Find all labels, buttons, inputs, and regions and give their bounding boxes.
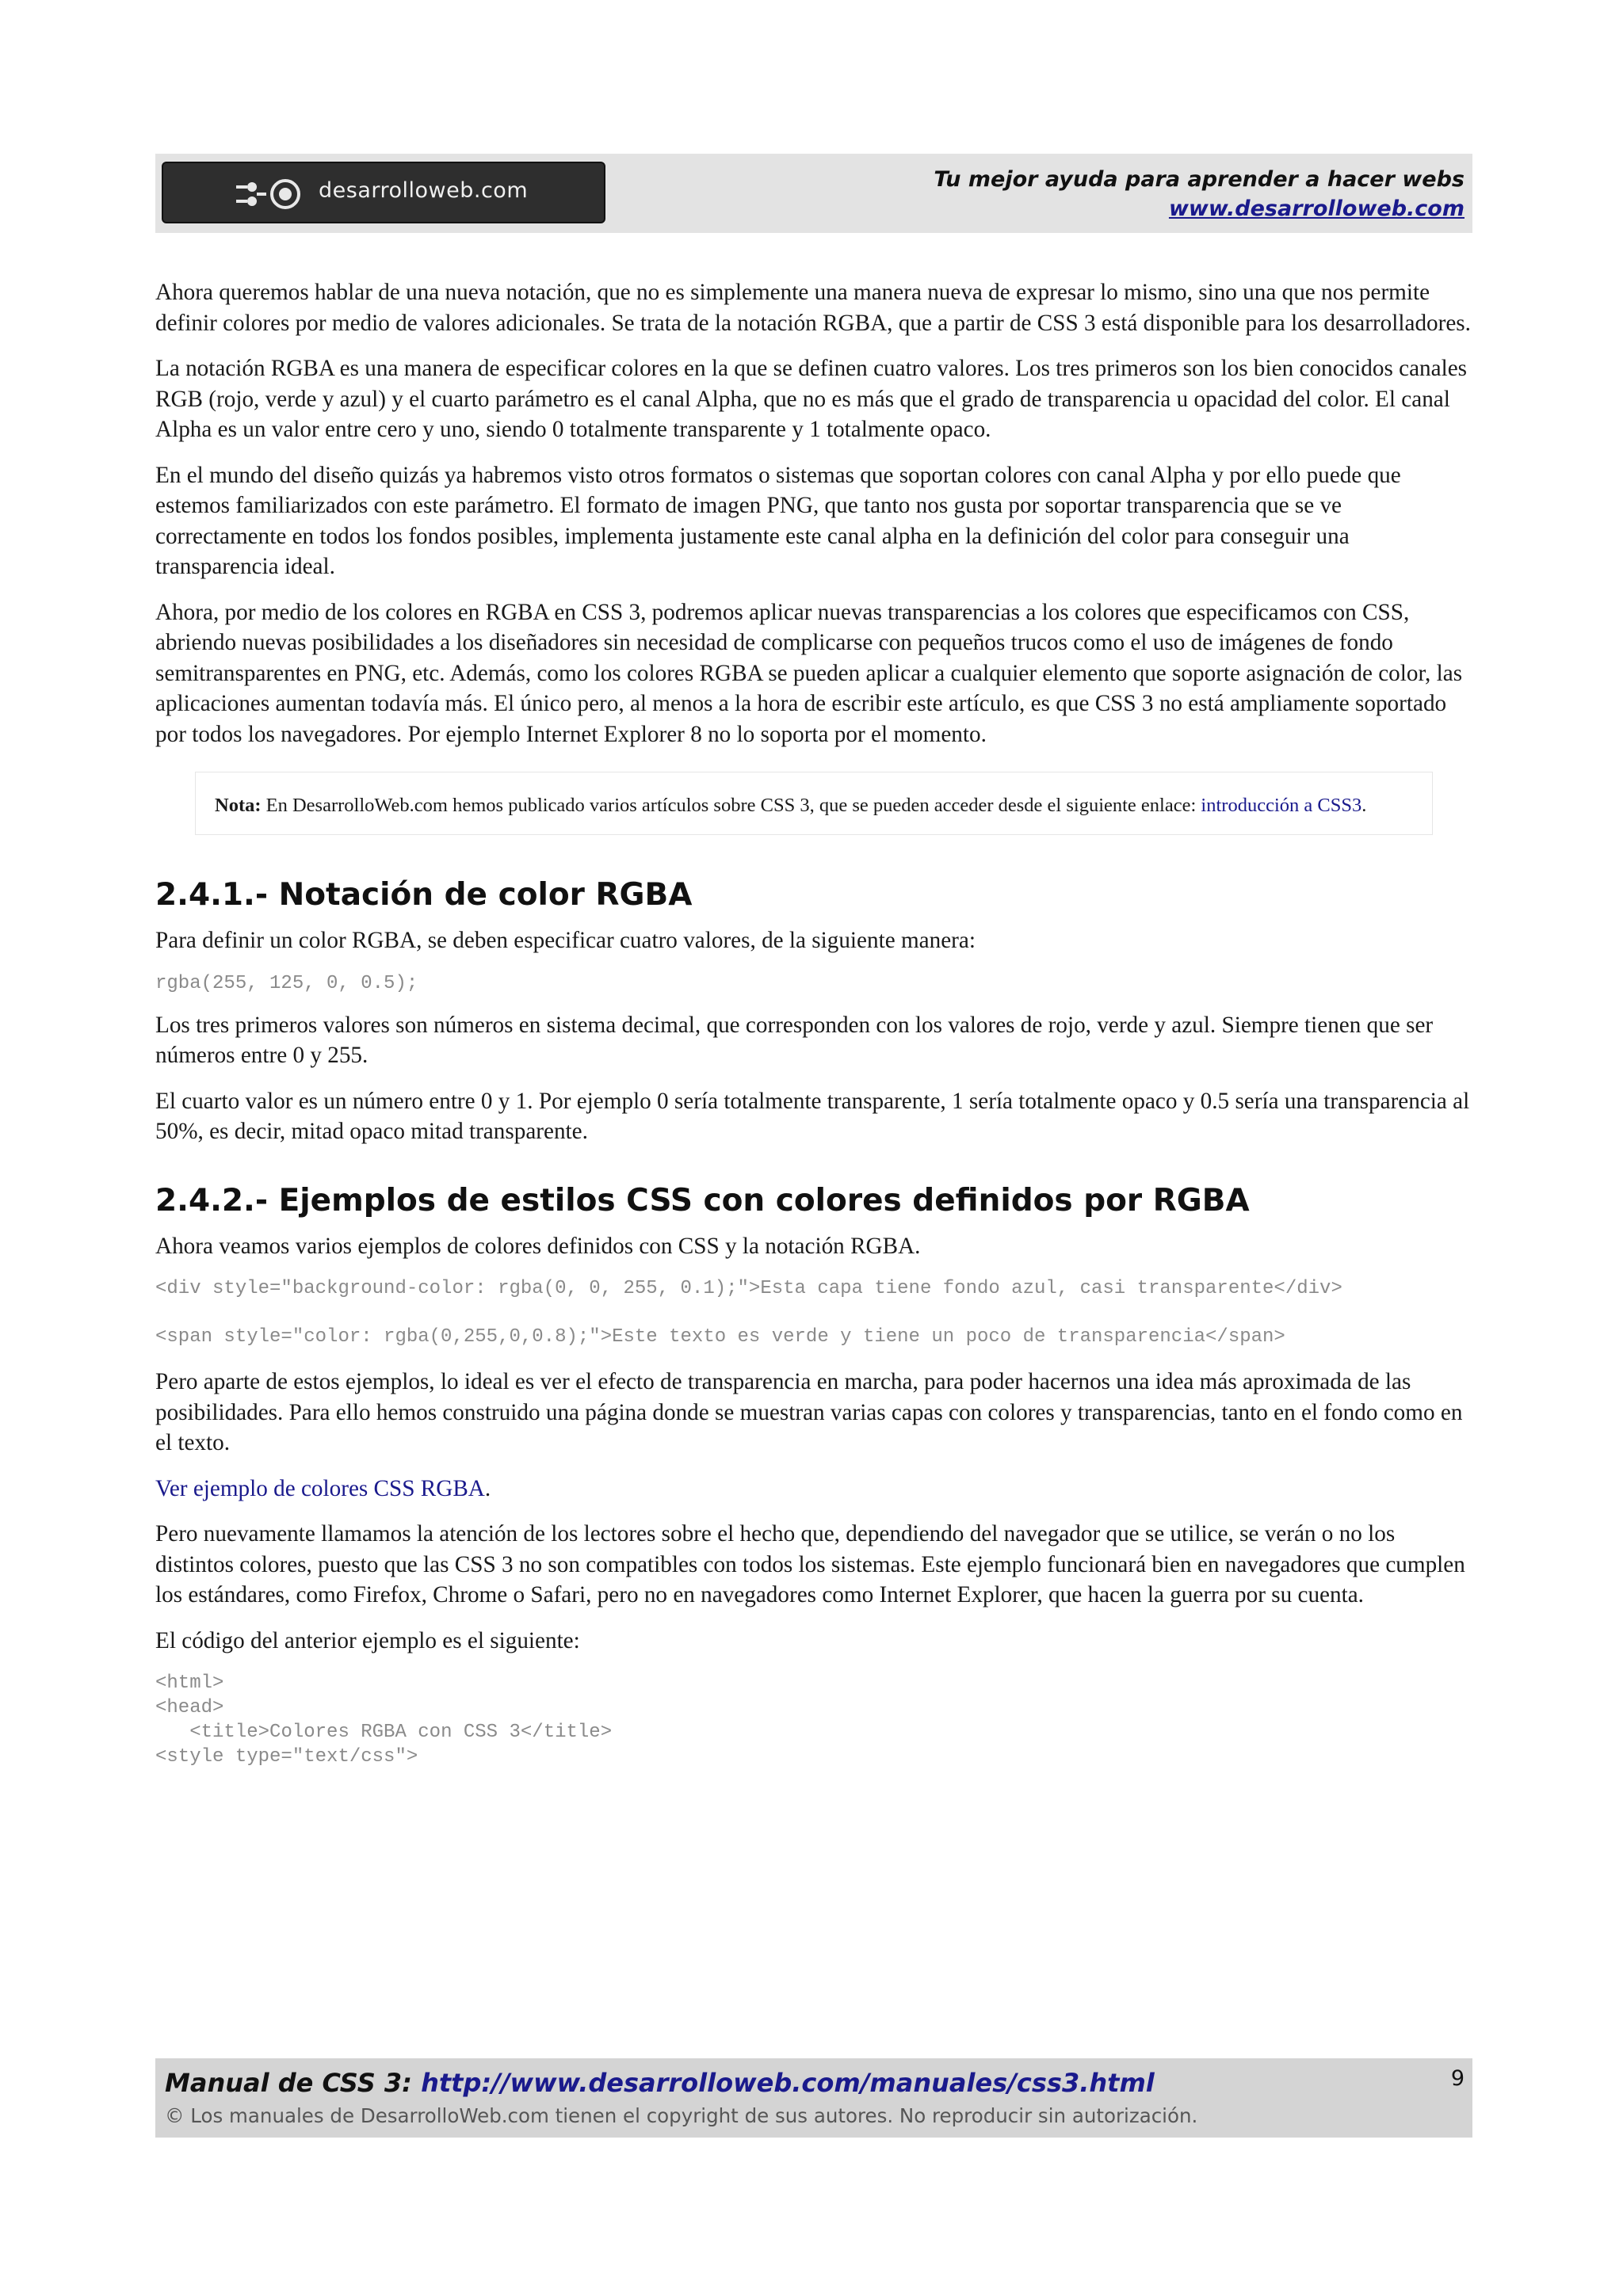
footer-copyright: © Los manuales de DesarrolloWeb.com tienen el copyright de sus autores. No reproducir sin autorización. bbox=[165, 2104, 1198, 2127]
example-link-paragraph bbox=[155, 1474, 1472, 1505]
paragraph: El cuarto valor es un número entre 0 y 1. Por ejemplo 0 sería totalmente transparente, 1 sería totalmente opaco y 0.5 sería una transparencia al 50%, es decir, mitad opaco mitad transparente. bbox=[155, 1088, 1470, 1144]
page-footer bbox=[155, 2058, 1472, 2138]
paragraph: Ahora queremos hablar de una nueva notación, que no es simplemente una manera nueva de expresar lo mismo, sino una que nos permite definir colores por medio de valores adicionales. Se trata de la notación RGBA, que a partir de CSS 3 está disponible para los desarrolladores. bbox=[155, 280, 1471, 336]
code-block: <div style="background-color: rgba(0, 0, 255, 0.1);">Esta capa tiene fondo azul, casi transparente</div> bbox=[155, 1278, 1342, 1299]
site-logo[interactable] bbox=[162, 162, 605, 223]
logo-text: desarrolloweb.com bbox=[319, 178, 529, 203]
footer-manual-link[interactable]: http://www.desarrolloweb.com/manuales/css3.html bbox=[421, 2068, 1155, 2098]
note-label: Nota: bbox=[215, 795, 262, 816]
paragraph: En el mundo del diseño quizás ya habremos visto otros formatos o sistemas que soportan colores con canal Alpha y por ello puede que estemos familiarizados con este parámetro. El formato de imagen PNG, que tanto nos gusta por soportar transparencia que se ve correctamente en todos los fondos posibles, implementa justamente este canal alpha en la definición del color para conseguir una transparencia ideal. bbox=[155, 462, 1401, 579]
code-block: rgba(255, 125, 0, 0.5); bbox=[155, 972, 418, 994]
footer-manual-label: Manual de CSS 3: bbox=[165, 2068, 422, 2098]
page-number: 9 bbox=[1450, 2066, 1465, 2091]
header-tagline bbox=[934, 165, 1465, 223]
tagline-text: Tu mejor ayuda para aprender a hacer webs bbox=[934, 167, 1465, 192]
article-body bbox=[155, 277, 1472, 1783]
code-block: <span style="color: rgba(0,255,0,0.8);">Este texto es verde y tiene un poco de transparencia</span> bbox=[155, 1326, 1285, 1348]
paragraph: Pero nuevamente llamamos la atención de los lectores sobre el hecho que, dependiendo del navegador que se utilice, se verán o no los distintos colores, puesto que las CSS 3 no son compatibles con todos los sistemas. Este ejemplo funcionará bien en navegadores que cumplen los estándares, como Firefox, Chrome o Safari, pero no en navegadores como Internet Explorer, que hacen la guerra por su cuenta. bbox=[155, 1521, 1465, 1608]
paragraph: Para definir un color RGBA, se deben especificar cuatro valores, de la siguiente manera: bbox=[155, 928, 976, 953]
paragraph: Los tres primeros valores son números en sistema decimal, que corresponden con los valores de rojo, verde y azul. Siempre tienen que ser números entre 0 y 255. bbox=[155, 1012, 1434, 1068]
paragraph: El código del anterior ejemplo es el siguiente: bbox=[155, 1627, 580, 1653]
note-text: En DesarrolloWeb.com hemos publicado varios artículos sobre CSS 3, que se pueden acceder desde el siguiente enlace: bbox=[261, 795, 1201, 816]
section-heading-examples: 2.4.2.- Ejemplos de estilos CSS con colores definidos por RGBA bbox=[155, 1182, 1250, 1219]
paragraph: La notación RGBA es una manera de especificar colores en la que se definen cuatro valores. Los tres primeros son los bien conocidos canales RGB (rojo, verde y azul) y el cuarto parámetro es el canal Alpha, que no es más que el grado de transparencia u opacidad del color. El canal Alpha es un valor entre cero y uno, siendo 0 totalmente transparente y 1 totalmente opaco. bbox=[155, 356, 1468, 442]
page-header bbox=[155, 154, 1472, 233]
section-heading-rgba-notation: 2.4.1.- Notación de color RGBA bbox=[155, 877, 693, 913]
site-url-link[interactable]: www.desarrolloweb.com bbox=[1168, 196, 1465, 221]
code-block: <html> <head> <title>Colores RGBA con CSS 3</title> <style type="text/css"> bbox=[155, 1672, 613, 1768]
note-link[interactable]: introducción a CSS3 bbox=[1201, 795, 1362, 816]
paragraph: Pero aparte de estos ejemplos, lo ideal es ver el efecto de transparencia en marcha, para poder hacernos una idea más aproximada de las posibilidades. Para ello hemos construido una página donde se muestran varias capas con colores y transparencias, tanto en el fondo como en el texto. bbox=[155, 1369, 1463, 1455]
example-link-end: . bbox=[484, 1475, 491, 1501]
paragraph: Ahora veamos varios ejemplos de colores definidos con CSS y la notación RGBA. bbox=[155, 1233, 921, 1259]
footer-manual bbox=[165, 2068, 1155, 2098]
note-end: . bbox=[1361, 795, 1367, 816]
paragraph: Ahora, por medio de los colores en RGBA en CSS 3, podremos aplicar nuevas transparencias a los colores que especificamos con CSS, abriendo nuevas posibilidades a los diseñadores sin necesidad de complicarse con pequeños trucos como el uso de imágenes de fondo semitransparentes en PNG, etc. Además, como los colores RGBA se pueden aplicar a cualquier elemento que soporte asignación de color, las aplicaciones aumentan todavía más. El único pero, al menos a la hora de escribir este artículo, es que CSS 3 no está ampliamente soportado por todos los navegadores. Por ejemplo Internet Explorer 8 no lo soporta por el momento. bbox=[155, 599, 1463, 747]
example-link[interactable]: Ver ejemplo de colores CSS RGBA bbox=[155, 1475, 485, 1501]
note-box bbox=[195, 772, 1433, 835]
logo-mark-icon bbox=[233, 174, 312, 214]
